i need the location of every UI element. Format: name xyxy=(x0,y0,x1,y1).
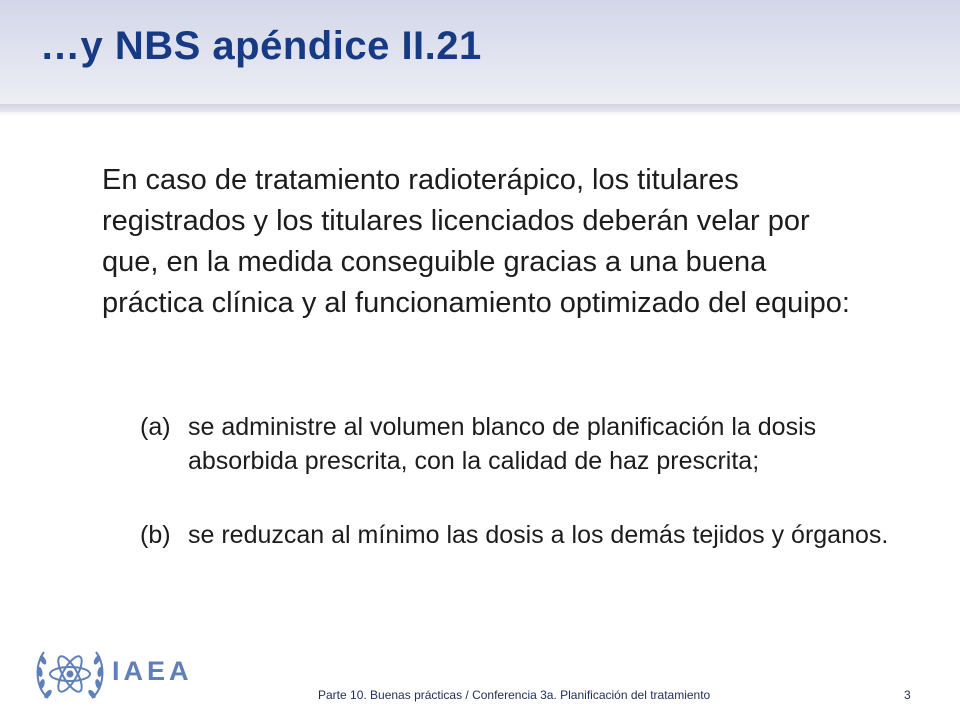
list-marker-a: (a) xyxy=(140,413,171,441)
iaea-atom-wreath-icon xyxy=(34,640,106,706)
list-item-a xyxy=(140,410,900,478)
iaea-logo-text: IAEA xyxy=(112,656,193,686)
title-band-shadow xyxy=(0,104,960,116)
iaea-logo xyxy=(34,640,210,706)
list-item-a-text: se administre al volumen blanco de planificación la dosis absorbida prescrita, con la calidad de haz prescrita; xyxy=(188,413,817,475)
list-marker-b: (b) xyxy=(140,521,171,549)
list-item-b xyxy=(140,518,900,552)
slide-title: …y NBS apéndice II.21 xyxy=(40,24,482,68)
lead-paragraph: En caso de tratamiento radioterápico, los titulares registrados y los titulares licenciados deberán velar por que, en la medida conseguible gracias a una buena práctica clínica y al funcionamiento optimizado del equipo: xyxy=(102,164,850,319)
footer-caption: Parte 10. Buenas prácticas / Conferencia 3a. Planificación del tratamiento xyxy=(318,688,711,702)
page-number: 3 xyxy=(904,688,911,702)
list-item-b-text: se reduzcan al mínimo las dosis a los demás tejidos y órganos. xyxy=(188,521,889,549)
